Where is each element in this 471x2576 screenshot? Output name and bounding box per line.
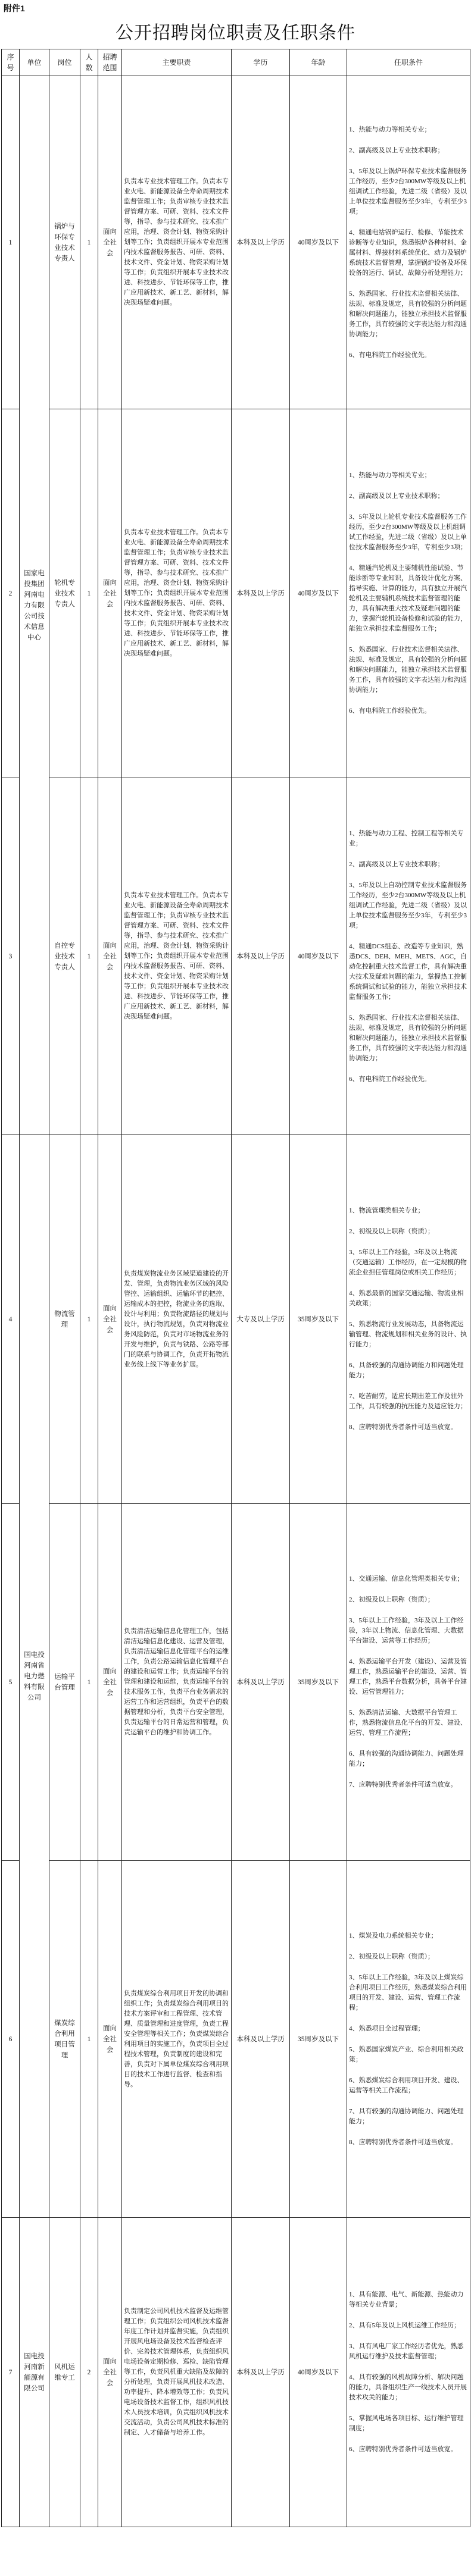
col-header-scope: 招聘范围 (98, 49, 122, 76)
table-header-row (2, 49, 470, 76)
count-cell: 1 (80, 1135, 98, 1504)
req-item: 4、熟悉最新的国家交通运输、物流业相关政策； (349, 1290, 464, 1307)
row-no: 7 (2, 2218, 20, 2527)
attachment-label: 附件1 (4, 4, 25, 13)
row-no: 1 (2, 76, 20, 409)
req-cell (347, 76, 470, 409)
req-item: 2、副高级及以上专业技术职称； (349, 146, 444, 154)
req-item: 1、物流管理类相关专业； (349, 1207, 425, 1214)
req-item: 5、熟悉国家煤炭产业、综合利用相关政策； (349, 2045, 464, 2063)
row-no: 4 (2, 1135, 20, 1504)
req-item: 8、应聘特别优秀者条件可适当放宽。 (349, 2138, 457, 2146)
post-cell: 轮机专业技术专责人 (49, 409, 80, 778)
col-header-post: 岗位 (49, 49, 80, 76)
scope-cell: 面向全社会 (98, 1861, 122, 2218)
scope-cell: 面向全社会 (98, 1504, 122, 1861)
req-item: 5、熟悉国家、行业技术监督相关法律、法规、标准及规定，具有较强的分析问题和解决问题能力，能独立承担技术监督服务工作，具有较强的文字表达能力和沟通协调能力； (349, 646, 467, 694)
req-cell (347, 778, 470, 1135)
table-row (2, 1504, 470, 1861)
req-item: 7、具有较强的沟通协调能力、问题处理能力； (349, 2107, 464, 2125)
col-header-count: 人数 (80, 49, 98, 76)
req-item: 2、副高级及以上专业技术职称； (349, 860, 444, 868)
col-header-edu: 学历 (232, 49, 290, 76)
age-cell: 35周岁及以下 (290, 1861, 347, 2218)
col-header-req: 任职条件 (347, 49, 470, 76)
req-item: 1、热能与动力工程、控制工程等相关专业； (349, 829, 464, 847)
count-cell: 1 (80, 409, 98, 778)
age-cell: 40周岁及以下 (290, 409, 347, 778)
duty-cell: 负责本专业技术管理工作。负责本专业火电、新能源设备全寿命周期技术监督管理工作；负责审核专业技术监督管理方案、可研、资料、技术文件等，指导、参与技术研究、技术推广应用，治理、资金计划、物资采购计划等工作；负责组织开展本专业范围内技术监督服务报告、可研、资料、技术文件、资金计划、物资采购计划等工作；负责组织开展本专业技术改进、科技进步、节能环保等工作，推广应用新技术、新工艺、新材料，解决现场疑难问题。 (122, 76, 232, 409)
age-cell: 40周岁及以下 (290, 778, 347, 1135)
job-table (1, 49, 470, 2527)
table-row (2, 1135, 470, 1504)
duty-cell: 负责清洁运输信息化管理工作，包括清洁运输信息化建设、运营及管理，负责清洁运输信息化管理平台的运维工作，负责公路运输信息化管理平台的建设和运营工作；负责运输平台的管理和建设和运维，负责运输平台的技术服务工作，负责平台业务需求的运营工作和运营组织，负责平台的数据管理和分析，负责平台安全管理，负责运输平台的日常运营和管理，负责运输平台的维护和协调工作。 (122, 1504, 232, 1861)
req-item: 3、5年以上工作经验，3年及以上煤炭综合利用项目工作经历，熟悉煤炭综合利用项目的开发、建设、运营、管理工作流程； (349, 1973, 467, 2011)
unit-cell: 国电投河南省电力燃料有限公司 (20, 1135, 49, 2218)
unit-cell: 国家电投集团河南电力有限公司技术信息中心 (20, 76, 49, 1135)
table-row (2, 409, 470, 778)
age-cell: 40周岁及以下 (290, 2218, 347, 2527)
col-header-no: 序号 (2, 49, 20, 76)
scope-cell: 面向全社会 (98, 778, 122, 1135)
edu-cell: 本科及以上学历 (232, 2218, 290, 2527)
req-cell (347, 409, 470, 778)
unit-cell: 国电投河南新能源有限公司 (20, 2218, 49, 2527)
req-item: 6、有电科院工作经验优先。 (349, 351, 431, 359)
req-item: 1、具有能源、电气、新能源、热能动力等相关专业背景； (349, 2291, 464, 2308)
req-item: 4、具有较强的风机故障分析、解决问题的能力，具备组织生产一线技术人员开展技术攻关的能力； (349, 2374, 467, 2401)
age-cell: 35周岁及以下 (290, 1504, 347, 1861)
row-no: 6 (2, 1861, 20, 2218)
req-item: 1、煤炭及电力系统相关专业； (349, 1932, 438, 1939)
post-cell: 煤炭综合利用项目管理 (49, 1861, 80, 2218)
req-item: 5、熟悉物流行业发展动态，具备物流运输管理、物流规划和相关业务的设计、执行能力； (349, 1321, 467, 1348)
req-item: 2、具有5年及以上风机运维工作经历； (349, 2322, 460, 2329)
count-cell: 1 (80, 1861, 98, 2218)
duty-cell: 负责煤炭综合利用项目开发的协调和组织工作；负责煤炭综合利用项目的技术方案评审和工程管理、技术管理、质量管理和进度管理，负责工程安全管理等相关工作；负责煤炭综合利用项目的实施工作，负责项目全过程技术管理，负责制度的建设和完善，负责对下属单位煤炭综合利用项目的技术工作进行监督、检查和指导。 (122, 1861, 232, 2218)
req-item: 3、5年及以上锅炉环保专业技术监督服务工作经历，至少2台300MW等级及以上机组调试工作经验，先进二级（省级）及以上单位技术监督服务至少3年，专利至少3项； (349, 167, 467, 215)
col-header-duty: 主要职责 (122, 49, 232, 76)
req-item: 6、有电科院工作经验优先。 (349, 707, 431, 714)
count-cell: 2 (80, 2218, 98, 2527)
edu-cell: 本科及以上学历 (232, 1504, 290, 1861)
req-item: 4、熟悉运输平台开发（建设）、运营及管理工作，熟悉运输平台的建设、运营、管理工作，熟悉平台数据分析，具备平台建设、运营管理能力； (349, 1658, 467, 1696)
post-cell: 锅炉与环保专业技术专责人 (49, 76, 80, 409)
req-item: 3、5年及以上轮机专业技术监督服务工作经历，至少2台300MW等级及以上机组调试工作经验，先进二级（省级）及以上单位技术监督服务至少3年，专利至少3项； (349, 513, 467, 551)
req-cell (347, 1504, 470, 1861)
age-cell: 40周岁及以下 (290, 76, 347, 409)
count-cell: 1 (80, 1504, 98, 1861)
req-item: 1、热能与动力等相关专业； (349, 126, 431, 133)
req-item: 2、初级及以上职称（资质）； (349, 1596, 434, 1603)
edu-cell: 大专及以上学历 (232, 1135, 290, 1504)
req-item: 5、熟悉国家、行业技术监督相关法律、法规、标准及规定，具有较强的分析问题和解决问题能力，能独立承担技术监督服务工作，具有较强的文字表达能力和沟通协调能力； (349, 1014, 467, 1062)
req-item: 5、掌握风电场各项目标、运行维护管理制度； (349, 2415, 464, 2432)
duty-cell: 负责制定公司风机技术监督及运维管理工作；负责组织公司风机技术监督年度工作计划并监督实施，负责组织开展风电场设备及技术监督检查评价、完善技术管理体系，负责组织风电场设备定期检修、巡检、缺陷管理等工作，负责风机重大缺陷及故障的分析处理，负责开展风机技术改造、功率提升、降本增效等工作；负责风电场设备技术监督工作，组织风机技术人员技术培训，负责组织风机技术交流活动，负责公司风机技术标准的制定、人才储备与培养工作。 (122, 2218, 232, 2527)
scope-cell: 面向全社会 (98, 1135, 122, 1504)
req-item: 3、5年及以上自动控制专业技术监督服务工作经历，至少2台300MW等级及以上机组调试工作经验，先进二级（省级）及以上单位技术监督服务至少3年，专利至少3项； (349, 881, 467, 929)
req-item: 6、应聘特别优秀者条件可适当放宽。 (349, 2446, 457, 2453)
age-cell: 35周岁及以下 (290, 1135, 347, 1504)
post-cell: 风机运维专工 (49, 2218, 80, 2527)
req-item: 6、有电科院工作经验优先。 (349, 1075, 431, 1083)
duty-cell: 负责本专业技术管理工作。负责本专业火电、新能源设备全寿命周期技术监督管理工作；负责审核专业技术监督管理方案、可研、资料、技术文件等，指导、参与技术研究、技术推广应用，治理、资金计划、物资采购计划等工作；负责组织开展本专业范围内技术监督服务报告、可研、资料、技术文件、资金计划、物资采购计划等工作；负责组织开展本专业技术改进、科技进步、节能环保等工作，推广应用新技术、新工艺、新材料，解决现场疑难问题。 (122, 409, 232, 778)
req-item: 3、5年以上工作经验，3年及以上物流（交通运输）工作经历，在一定规模的物流企业担任管理岗位或相关工作经历； (349, 1249, 467, 1276)
req-item: 5、熟悉国家、行业技术监督相关法律、法规、标准及规定，具有较强的分析问题和解决问题能力，能独立承担技术监督服务工作，具有较强的文字表达能力和沟通协调能力； (349, 290, 467, 338)
req-item: 6、具备较强的沟通协调能力和问题处理能力； (349, 1362, 464, 1379)
req-item: 4、精通电站锅炉运行、检修、节能技术诊断等专业知识，熟悉锅炉各种材料、金属材料、焊接材料系统优化、动力及锅炉系统技术监督管理，掌握锅炉设备及环保设备的运行、调试、故障分析处理能力； (349, 228, 467, 277)
count-cell: 1 (80, 76, 98, 409)
table-row (2, 778, 470, 1135)
scope-cell: 面向全社会 (98, 76, 122, 409)
page-title: 公开招聘岗位职责及任职条件 (116, 23, 355, 43)
post-cell: 运输平台管理 (49, 1504, 80, 1861)
req-cell (347, 2218, 470, 2527)
count-cell: 1 (80, 778, 98, 1135)
table-row (2, 2218, 470, 2527)
req-item: 2、初级及以上职称（资质）； (349, 1228, 434, 1235)
req-item: 5、熟悉清洁运输、大数据平台管理工作，熟悉物流信息化平台的开发、建设、运营、管理工作流程； (349, 1709, 467, 1737)
req-item: 7、应聘特别优秀者条件可适当放宽。 (349, 1781, 457, 1788)
table-row (2, 76, 470, 409)
row-no: 3 (2, 778, 20, 1135)
edu-cell: 本科及以上学历 (232, 1861, 290, 2218)
req-item: 6、熟悉煤炭综合利用项目开发、建设、运营等相关工作流程； (349, 2076, 464, 2094)
post-cell: 物流管理 (49, 1135, 80, 1504)
req-cell (347, 1135, 470, 1504)
duty-cell: 负责本专业技术管理工作。负责本专业火电、新能源设备全寿命周期技术监督管理工作；负责审核专业技术监督管理方案、可研、资料、技术文件等，指导、参与技术研究、技术推广应用，治理、资金计划、物资采购计划等工作；负责组织开展本专业范围内技术监督服务报告、可研、资料、技术文件、资金计划、物资采购计划等工作；负责组织开展本专业技术改进、科技进步、节能环保等工作，推广应用新技术、新工艺、新材料，解决现场疑难问题。 (122, 778, 232, 1135)
req-item: 4、精通汽轮机及主要辅机性能试验、节能诊断等专业知识，具备设计优化方案、指导实施、计算的能力，具有独立开展汽轮机及主要辅机系统技术监督管理的能力，具有解决重大技术及疑难问题的能力，掌握汽轮机设备检修和试验的能力，能独立承担技术监督服务工作； (349, 565, 467, 632)
req-item: 1、交通运输、信息化管理类相关专业； (349, 1575, 464, 1582)
req-cell (347, 1861, 470, 2218)
req-item: 3、具有风电厂家工作经历者优先，熟悉风机运行维护及技术监督管理； (349, 2343, 464, 2360)
edu-cell: 本科及以上学历 (232, 778, 290, 1135)
col-header-unit: 单位 (20, 49, 49, 76)
req-item: 2、初级及以上职称（资质）； (349, 1953, 434, 1960)
scope-cell: 面向全社会 (98, 409, 122, 778)
row-no: 2 (2, 409, 20, 778)
scope-cell: 面向全社会 (98, 2218, 122, 2527)
edu-cell: 本科及以上学历 (232, 76, 290, 409)
req-item: 7、吃苦耐劳，适应长期出差工作及驻外工作，具有较强的抗压能力及适应能力； (349, 1393, 467, 1410)
req-item: 1、热能与动力等相关专业； (349, 472, 431, 479)
table-row (2, 1861, 470, 2218)
req-item: 4、熟悉项目全过程管理； (349, 2025, 425, 2032)
req-item: 2、副高级及以上专业技术职称； (349, 493, 444, 500)
row-no: 5 (2, 1504, 20, 1861)
edu-cell: 本科及以上学历 (232, 409, 290, 778)
req-item: 4、精通DCS组态、改造等专业知识，熟悉DCS、DEH、MEH、METS、AGC，自动化控制重大技术监督工作，具有解决重大技术及疑难问题的能力，掌握热工控制系统调试和试验的能力，能独立承担技术监督服务工作； (349, 942, 467, 1001)
req-item: 6、具有较强的沟通协调能力、问题处理能力； (349, 1750, 464, 1768)
req-item: 3、5年以上工作经验，3年及以上工作经验，3年以上物流、信息化管理、大数据平台建设、运营等工作经历； (349, 1617, 464, 1644)
post-cell: 自控专业技术专责人 (49, 778, 80, 1135)
duty-cell: 负责煤炭物流业务区域渠道建设的开发、管理，负责物流业务区域的风险管控、运输组织、运输环节的把控、运输成本的把控，物流业务的选取、设计与利用；负责物流路径的规划与设计，执行物流规划，负责对物流业务风险防范，负责对市场物流业务的开发与维护，负责与铁路、公路等部门的联系与协调工作，负责开拓物流业务线上线下等业务扩展。 (122, 1135, 232, 1504)
col-header-age: 年龄 (290, 49, 347, 76)
req-item: 8、应聘特别优秀者条件可适当放宽。 (349, 1424, 457, 1431)
